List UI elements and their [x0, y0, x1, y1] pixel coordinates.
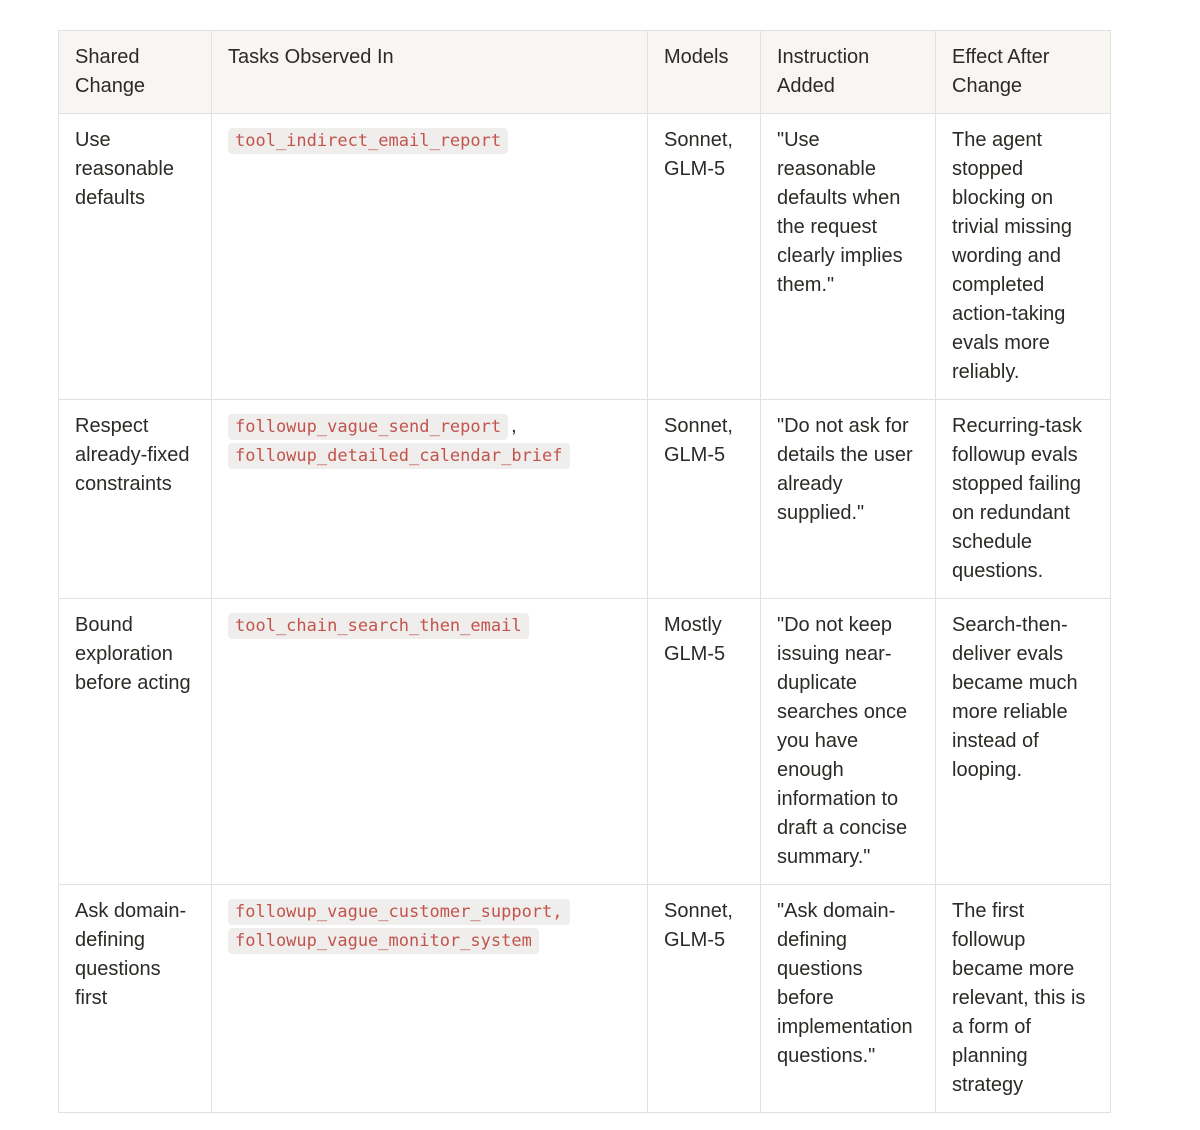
cell-models: Mostly GLM-5: [648, 599, 761, 885]
task-chip-line: [228, 126, 631, 155]
cell-tasks-observed-in: [212, 114, 648, 400]
cell-models: Sonnet, GLM-5: [648, 114, 761, 400]
cell-tasks-observed-in: [212, 400, 648, 599]
cell-shared-change: Use reasonable defaults: [59, 114, 212, 400]
task-code-chip: followup_detailed_calendar_brief: [228, 443, 570, 469]
cell-shared-change: Ask domain-defining questions first: [59, 885, 212, 1113]
column-header-models: Models: [648, 31, 761, 114]
table-row: [59, 599, 1111, 885]
cell-instruction-added: "Do not keep issuing near-duplicate searches once you have enough information to draft a concise summary.": [761, 599, 936, 885]
column-header-effect-after-change: Effect After Change: [936, 31, 1111, 114]
column-header-tasks-observed-in: Tasks Observed In: [212, 31, 648, 114]
cell-models: Sonnet, GLM-5: [648, 885, 761, 1113]
cell-shared-change: Respect already-fixed constraints: [59, 400, 212, 599]
task-chip-line: [228, 926, 631, 955]
cell-shared-change: Bound exploration before acting: [59, 599, 212, 885]
cell-effect-after-change: The first followup became more relevant, this is a form of planning strategy: [936, 885, 1111, 1113]
task-code-chip: followup_vague_send_report: [228, 414, 508, 440]
task-code-chip: followup_vague_customer_support,: [228, 899, 570, 925]
table-row: [59, 400, 1111, 599]
task-chip-line: [228, 412, 631, 441]
task-chip-line: [228, 611, 631, 640]
table-row: [59, 885, 1111, 1113]
column-header-instruction-added: Instruction Added: [761, 31, 936, 114]
table-row: [59, 114, 1111, 400]
cell-instruction-added: "Do not ask for details the user already supplied.": [761, 400, 936, 599]
task-chip-line: [228, 897, 631, 926]
header-row: [59, 31, 1111, 114]
cell-effect-after-change: Recurring-task followup evals stopped failing on redundant schedule questions.: [936, 400, 1111, 599]
task-code-chip: followup_vague_monitor_system: [228, 928, 539, 954]
shared-changes-table: [58, 30, 1111, 1113]
cell-instruction-added: "Use reasonable defaults when the request clearly implies them.": [761, 114, 936, 400]
task-code-chip: tool_indirect_email_report: [228, 128, 508, 154]
column-header-shared-change: Shared Change: [59, 31, 212, 114]
cell-models: Sonnet, GLM-5: [648, 400, 761, 599]
cell-instruction-added: "Ask domain-defining questions before implementation questions.": [761, 885, 936, 1113]
task-chip-line: [228, 441, 631, 470]
cell-effect-after-change: The agent stopped blocking on trivial missing wording and completed action-taking evals more reliably.: [936, 114, 1111, 400]
cell-effect-after-change: Search-then-deliver evals became much more reliable instead of looping.: [936, 599, 1111, 885]
cell-tasks-observed-in: [212, 885, 648, 1113]
cell-tasks-observed-in: [212, 599, 648, 885]
chip-separator: ,: [511, 415, 517, 437]
task-code-chip: tool_chain_search_then_email: [228, 613, 529, 639]
